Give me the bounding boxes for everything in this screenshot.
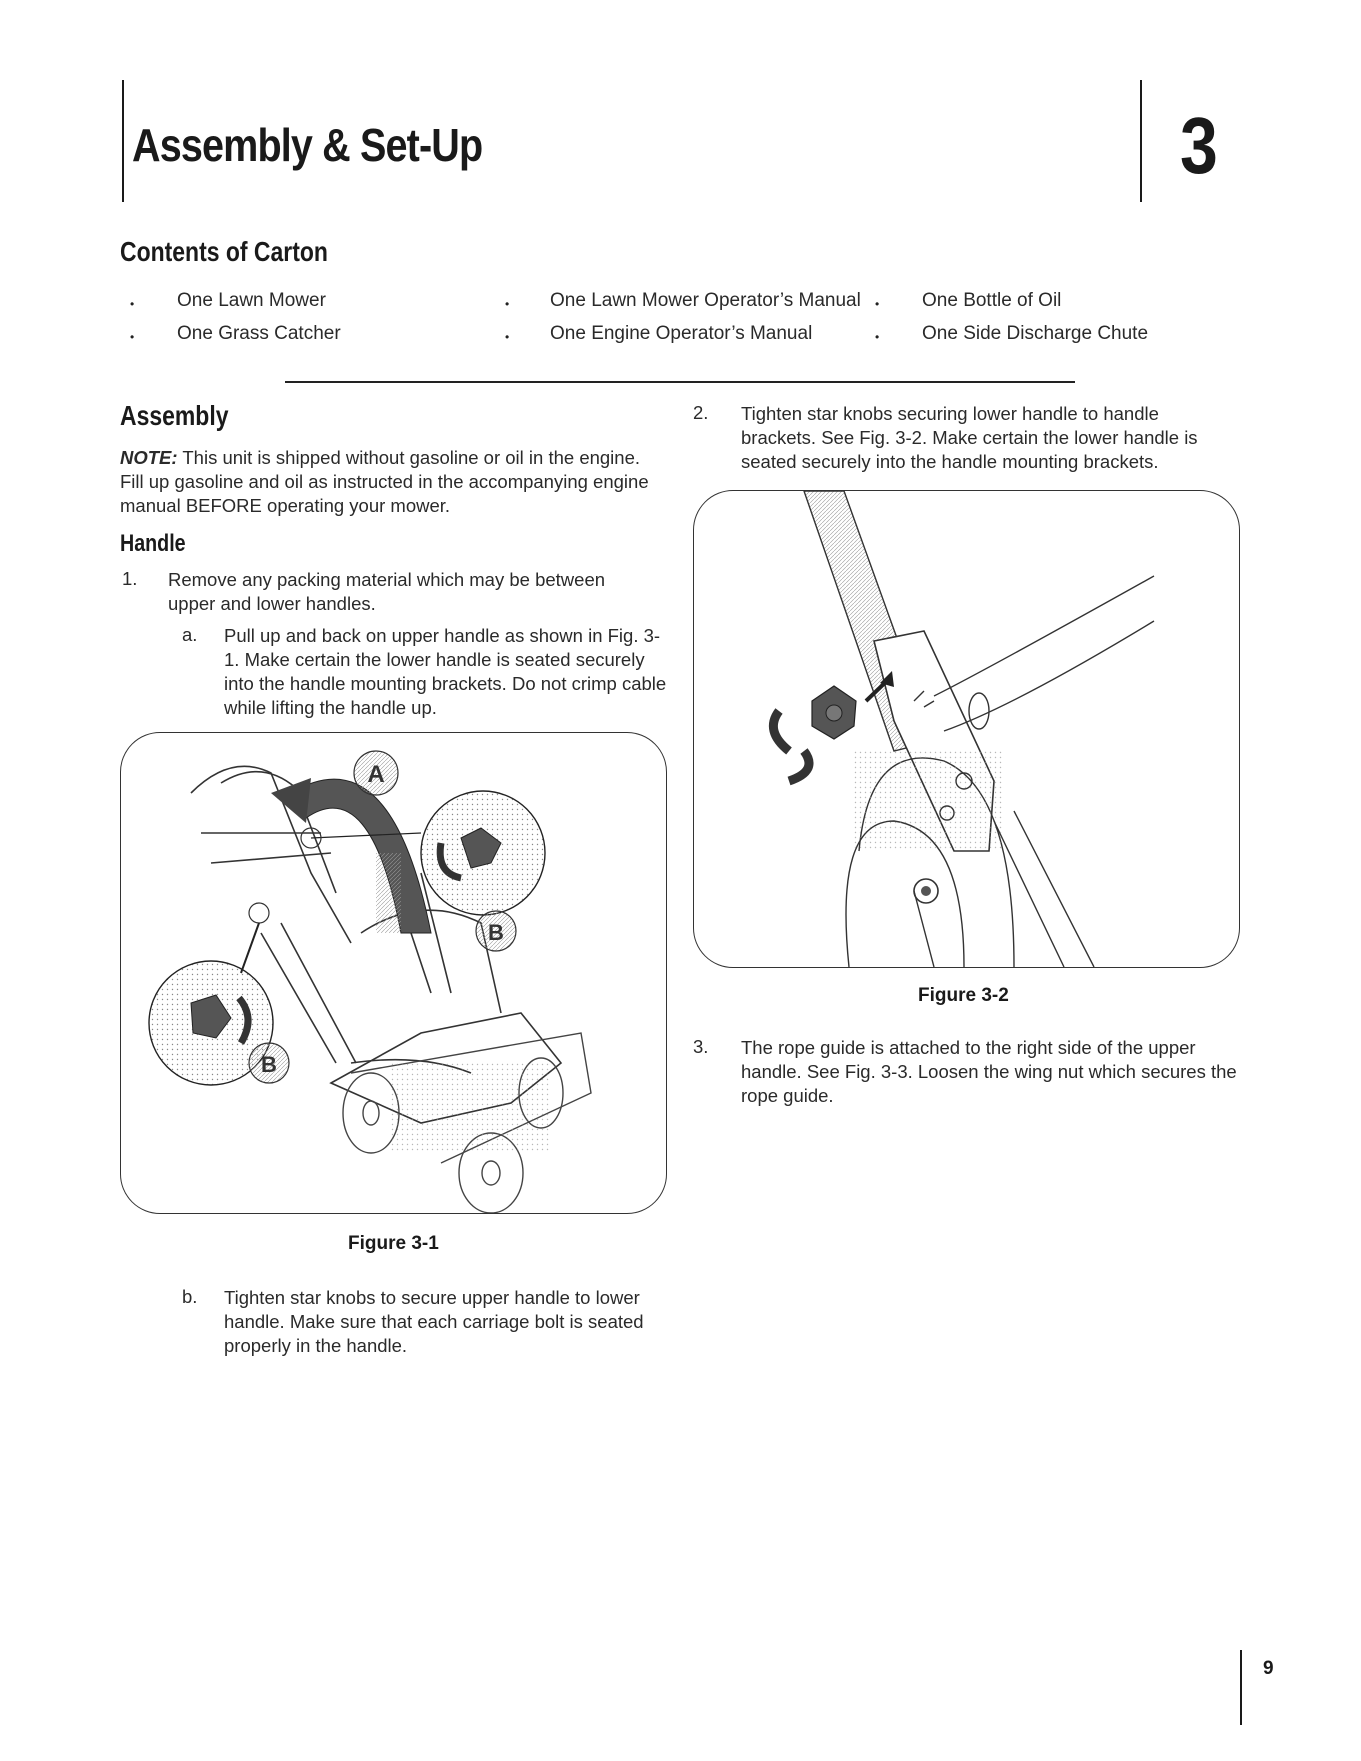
section-divider <box>285 381 1075 383</box>
header-right-rule <box>1140 80 1142 202</box>
bullet-icon: • <box>505 330 510 344</box>
step-1b-marker: b. <box>182 1286 198 1307</box>
figure-3-1-label-b: B <box>488 920 504 945</box>
footer-rule <box>1240 1650 1242 1725</box>
step-1-text: Remove any packing material which may be between upper and lower handles. <box>168 569 606 614</box>
figure-3-1-label-b: B <box>261 1052 277 1077</box>
step-3-marker: 3. <box>693 1036 709 1057</box>
note-paragraph <box>120 446 665 518</box>
page-number: 9 <box>1263 1658 1274 1679</box>
chapter-title: Assembly & Set-Up <box>132 119 483 171</box>
step-1a-marker: a. <box>182 624 198 645</box>
figure-3-1-illustration <box>121 733 666 1213</box>
note-text: This unit is shipped without gasoline or oil in the engine. Fill up gasoline and oil as instructed in the accompanying engine manual BEFORE operating your mower. <box>120 447 649 516</box>
step-2-marker: 2. <box>693 402 709 423</box>
figure-3-2-caption: Figure 3-2 <box>918 985 1009 1006</box>
step-2-text: Tighten star knobs securing lower handle to handle brackets. See Fig. 3-2. Make certain the lower handle is seated securely into the handle mounting brackets. <box>741 403 1198 472</box>
step-3-text: The rope guide is attached to the right side of the upper handle. See Fig. 3-3. Loosen the wing nut which secures the rope guide. <box>741 1037 1237 1106</box>
step-1b-text: Tighten star knobs to secure upper handle to lower handle. Make sure that each carriage bolt is seated properly in the handle. <box>224 1287 644 1356</box>
bullet-icon: • <box>130 297 135 311</box>
handle-heading: Handle <box>120 530 186 557</box>
header-left-rule <box>122 80 124 202</box>
figure-3-1 <box>120 732 667 1214</box>
bullet-icon: • <box>505 297 510 311</box>
contents-heading: Contents of Carton <box>120 236 328 267</box>
bullet-icon: • <box>875 330 880 344</box>
figure-3-1-label-a: A <box>367 761 385 788</box>
note-label: NOTE: <box>120 447 178 468</box>
figure-3-2-illustration <box>694 491 1239 967</box>
step-1-marker: 1. <box>122 568 138 589</box>
carton-item: One Lawn Mower Operator’s Manual <box>550 290 861 311</box>
carton-item: One Engine Operator’s Manual <box>550 323 813 344</box>
bullet-icon: • <box>130 330 135 344</box>
carton-item: One Grass Catcher <box>177 323 341 344</box>
chapter-number: 3 <box>1180 101 1218 190</box>
carton-item: One Lawn Mower <box>177 290 326 311</box>
figure-3-1-caption: Figure 3-1 <box>348 1233 439 1254</box>
carton-item: One Side Discharge Chute <box>922 323 1149 344</box>
carton-item: One Bottle of Oil <box>922 290 1062 311</box>
step-1a-text: Pull up and back on upper handle as shown in Fig. 3-1. Make certain the lower handle is seated securely into the handle mounting brackets. Do not crimp cable while lifting the handle up. <box>224 625 667 718</box>
assembly-heading: Assembly <box>120 400 229 431</box>
bullet-icon: • <box>875 297 880 311</box>
figure-3-2 <box>693 490 1240 968</box>
